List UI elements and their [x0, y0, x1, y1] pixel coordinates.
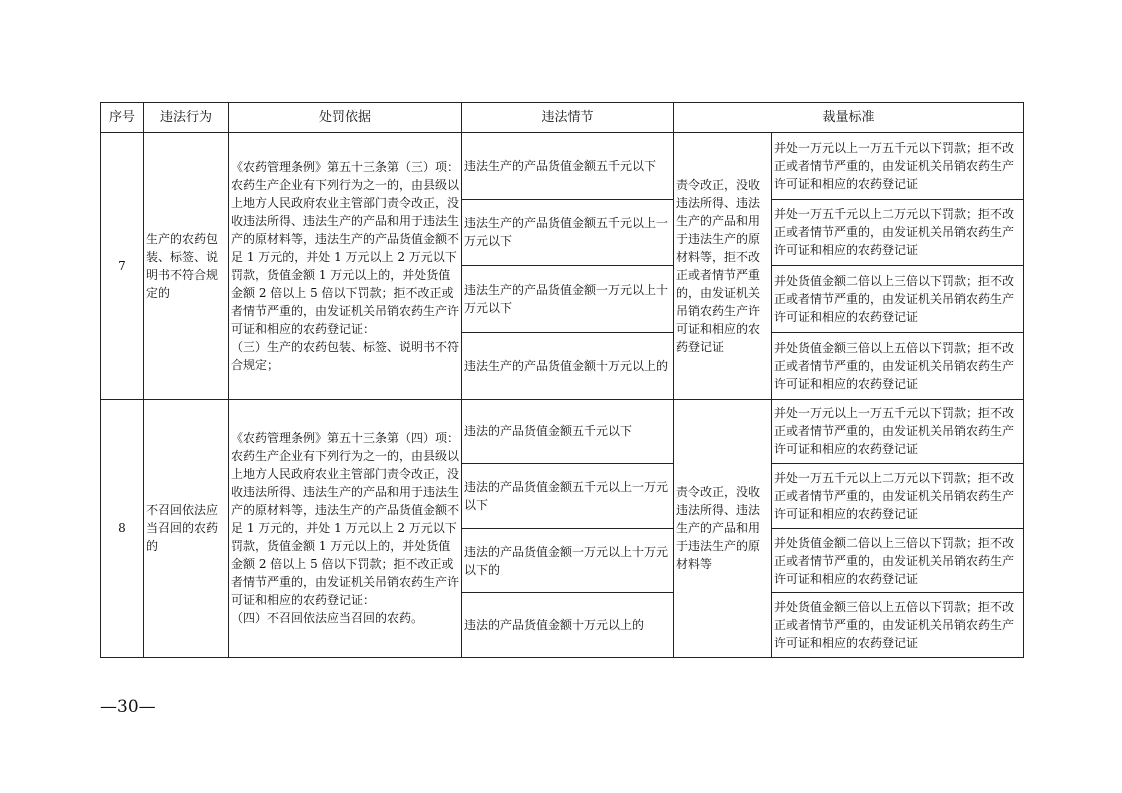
header-standard: 裁量标准	[674, 103, 1024, 133]
circumstance-cell: 违法的产品货值金额五千元以上一万元以下	[462, 464, 674, 529]
standard-cell: 并处一万元以上一万五千元以下罚款；拒不改正或者情节严重的，由发证机关吊销农药生产许可证和相应的农药登记证	[772, 133, 1024, 200]
basis-item: （四）不召回依法应当召回的农药。	[231, 611, 424, 626]
basis-text: 《农药管理条例》第五十三条第（三）项：农药生产企业有下列行为之一的，由县级以上地方人民政府农业主管部门责令改正，没收违法所得、违法生产的产品和用于违法生产的原材料等，违法生产的产品货值金额不足 1 万元的，并处 1 万元以上 2 万元以下罚款，货值金额 1 万元以上的，并处货值金额 2 倍以上 5 倍以下罚款；拒不改正或者情节严重的，由发证机关吊销农药生产许可证和相应的农药登记证：	[231, 159, 460, 336]
circumstance-cell: 违法生产的产品货值金额五千元以上一万元以下	[462, 199, 674, 266]
circumstance-cell: 违法的产品货值金额十万元以上的	[462, 593, 674, 658]
basis-cell	[229, 133, 462, 400]
standard-cell: 并处货值金额二倍以上三倍以下罚款；拒不改正或者情节严重的，由发证机关吊销农药生产许可证和相应的农药登记证	[772, 528, 1024, 593]
penalty-table	[100, 102, 1024, 658]
standard-cell: 并处货值金额三倍以上五倍以下罚款；拒不改正或者情节严重的，由发证机关吊销农药生产许可证和相应的农药登记证	[772, 332, 1024, 399]
circumstance-cell: 违法的产品货值金额五千元以下	[462, 399, 674, 464]
page-number: —30—	[100, 697, 156, 717]
basis-text: 《农药管理条例》第五十三条第（四）项：农药生产企业有下列行为之一的，由县级以上地方人民政府农业主管部门责令改正，没收违法所得、违法生产的产品和用于违法生产的原材料等，违法生产的产品货值金额不足 1 万元的，并处 1 万元以上 2 万元以下罚款，货值金额 1 万元以上的，并处货值金额 2 倍以上 5 倍以下罚款；拒不改正或者情节严重的，由发证机关吊销农药生产许可证和相应的农药登记证：	[231, 431, 460, 608]
standard-cell: 并处一万五千元以上二万元以下罚款；拒不改正或者情节严重的，由发证机关吊销农药生产许可证和相应的农药登记证	[772, 199, 1024, 266]
header-basis: 处罚依据	[229, 103, 462, 133]
standard-cell: 并处一万元以上一万五千元以下罚款；拒不改正或者情节严重的，由发证机关吊销农药生产许可证和相应的农药登记证	[772, 399, 1024, 464]
circumstance-cell: 违法生产的产品货值金额一万元以上十万元以下	[462, 266, 674, 333]
header-seq: 序号	[101, 103, 144, 133]
table-header-row	[101, 103, 1024, 133]
standard-cell: 并处一万五千元以上二万元以下罚款；拒不改正或者情节严重的，由发证机关吊销农药生产许可证和相应的农药登记证	[772, 464, 1024, 529]
circumstance-cell: 违法生产的产品货值金额五千元以下	[462, 133, 674, 200]
table-row	[101, 133, 1024, 200]
circumstance-cell: 违法生产的产品货值金额十万元以上的	[462, 332, 674, 399]
violation-cell: 生产的农药包装、标签、说明书不符合规定的	[144, 133, 229, 400]
header-violation: 违法行为	[144, 103, 229, 133]
circumstance-cell: 违法的产品货值金额一万元以上十万元以下的	[462, 528, 674, 593]
violation-cell: 不召回依法应当召回的农药的	[144, 399, 229, 658]
standard-cell: 并处货值金额二倍以上三倍以下罚款；拒不改正或者情节严重的，由发证机关吊销农药生产许可证和相应的农药登记证	[772, 266, 1024, 333]
measure-cell: 责令改正，没收违法所得、违法生产的产品和用于违法生产的原材料等，拒不改正或者情节严重的，由发证机关吊销农药生产许可证和相应的农药登记证	[674, 133, 772, 400]
seq-cell: 7	[101, 133, 144, 400]
basis-cell	[229, 399, 462, 658]
header-circumstance: 违法情节	[462, 103, 674, 133]
measure-cell: 责令改正，没收违法所得、违法生产的产品和用于违法生产的原材料等	[674, 399, 772, 658]
seq-cell: 8	[101, 399, 144, 658]
table-row	[101, 399, 1024, 464]
basis-item: （三）生产的农药包装、标签、说明书不符合规定；	[231, 339, 460, 372]
standard-cell: 并处货值金额三倍以上五倍以下罚款；拒不改正或者情节严重的，由发证机关吊销农药生产许可证和相应的农药登记证	[772, 593, 1024, 658]
